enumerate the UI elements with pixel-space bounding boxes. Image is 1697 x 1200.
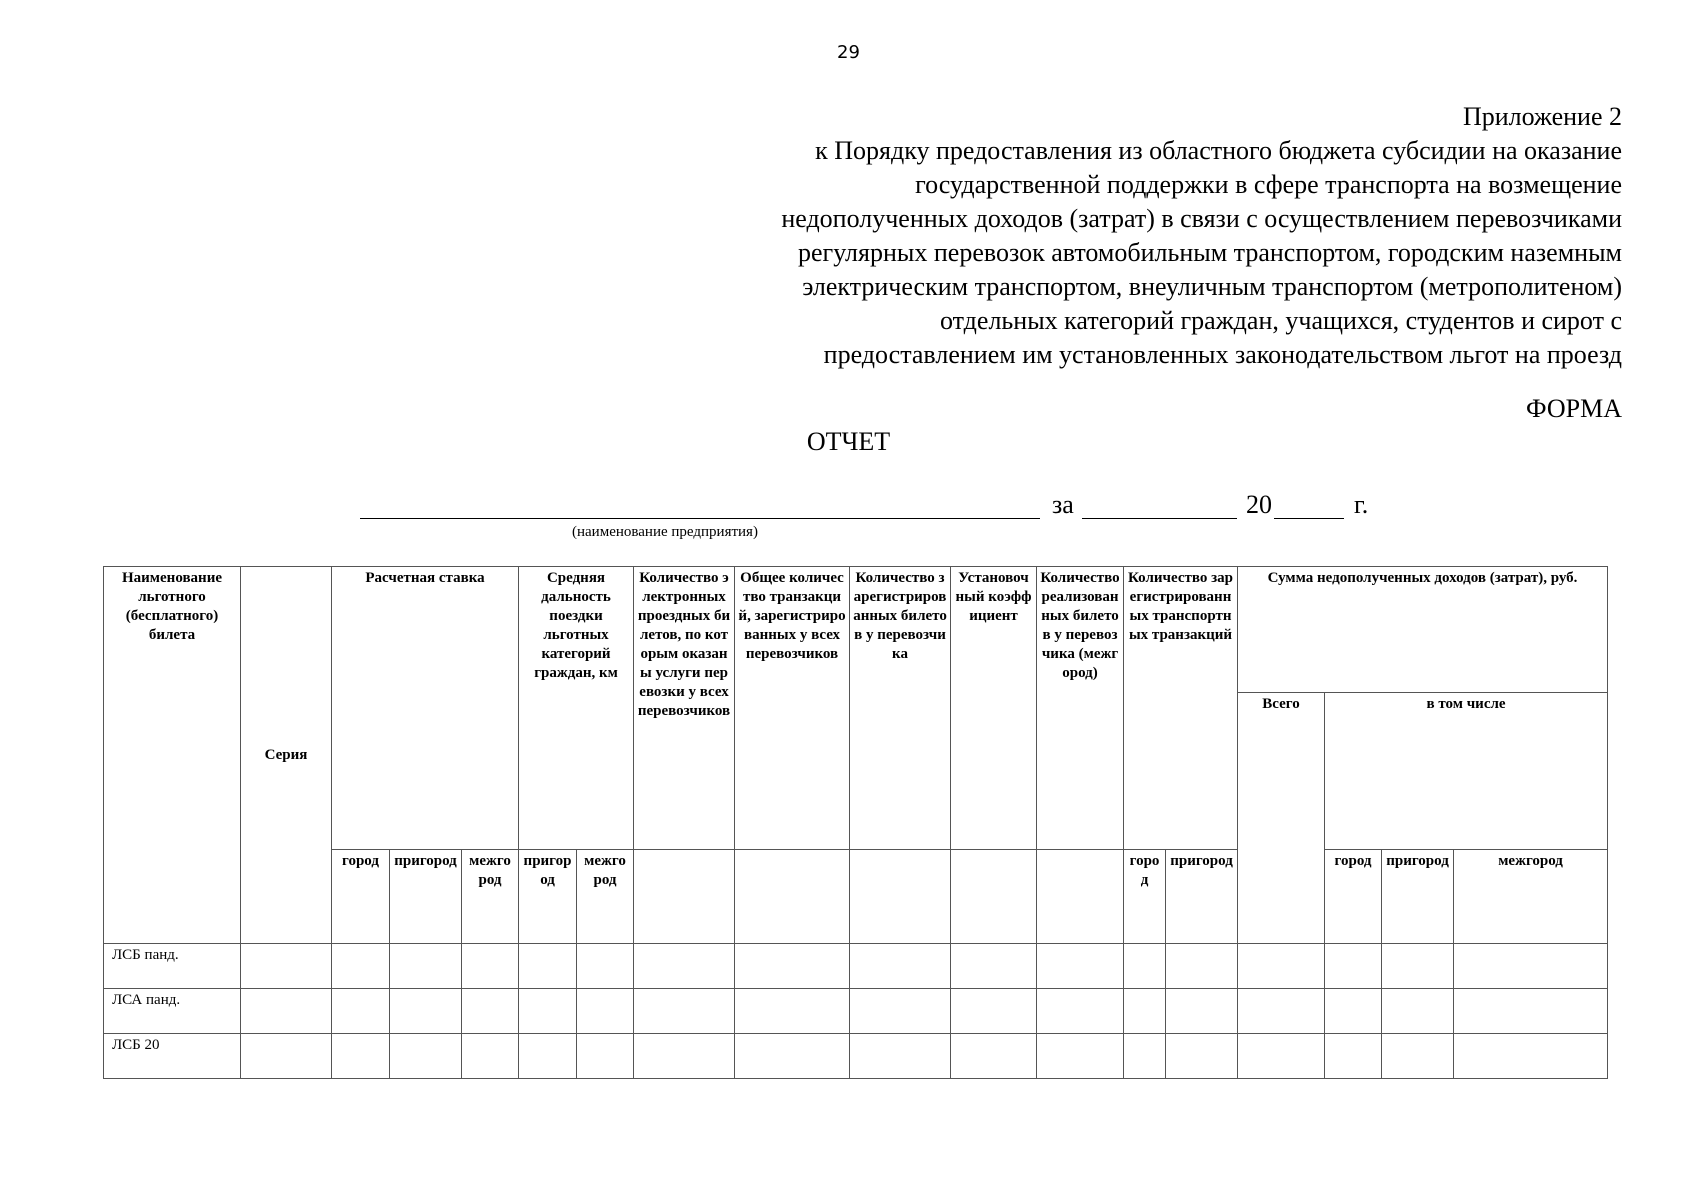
appendix-line: регулярных перевозок автомобильным транспортом, городским наземным [798, 238, 1622, 267]
header-transport-transactions: Количество зарегистрированных транспортных транзакций [1124, 567, 1238, 850]
data-cell[interactable] [332, 944, 390, 989]
data-cell[interactable] [1454, 989, 1608, 1034]
data-cell[interactable] [850, 1034, 951, 1079]
data-cell[interactable] [1238, 944, 1325, 989]
sub-rate-city: город [332, 850, 390, 944]
header-e-tickets: Количество электронных проездных билетов, по которым оказаны услуги перевозки у всех перевозчиков [634, 567, 735, 850]
appendix-line: недополученных доходов (затрат) в связи с осуществлением перевозчиками [781, 204, 1622, 233]
data-cell[interactable] [1238, 1034, 1325, 1079]
empty-cell [735, 850, 850, 944]
data-cell[interactable] [577, 989, 634, 1034]
header-avg-distance: Средняя дальность поездки льготных категорий граждан, км [519, 567, 634, 850]
data-cell[interactable] [1382, 1034, 1454, 1079]
data-cell[interactable] [850, 944, 951, 989]
header-total-transactions: Общее количество транзакций, зарегистрированных у всех перевозчиков [735, 567, 850, 850]
data-cell[interactable] [735, 1034, 850, 1079]
header-lost-income: Сумма недополученных доходов (затрат), руб. [1238, 567, 1608, 693]
appendix-line: предоставлением им установленных законодательством льгот на проезд [823, 340, 1622, 369]
data-cell[interactable] [1166, 989, 1238, 1034]
appendix-header [622, 100, 1622, 372]
sub-distance-suburb: пригород [519, 850, 577, 944]
data-cell[interactable] [951, 989, 1037, 1034]
data-cell[interactable] [519, 1034, 577, 1079]
header-ticket-name: Наименование льготного (бесплатного) билета [104, 567, 241, 944]
data-cell[interactable] [1382, 989, 1454, 1034]
empty-cell [1037, 850, 1124, 944]
data-cell[interactable] [577, 1034, 634, 1079]
sub-rate-intercity: межгород [462, 850, 519, 944]
row-label: ЛСА панд. [104, 989, 241, 1034]
empty-cell [951, 850, 1037, 944]
appendix-line: государственной поддержки в сфере транспорта на возмещение [915, 170, 1622, 199]
sub-income-intercity: межгород [1454, 850, 1608, 944]
table-row [104, 1034, 1608, 1079]
data-cell[interactable] [634, 1034, 735, 1079]
data-cell[interactable] [462, 944, 519, 989]
data-cell[interactable] [241, 944, 332, 989]
appendix-line: к Порядку предоставления из областного бюджета субсидии на оказание [815, 136, 1622, 165]
year-blank[interactable] [1274, 488, 1344, 519]
header-sold-tickets: Количество реализованных билетов у перевозчика (межгород) [1037, 567, 1124, 850]
data-cell[interactable] [951, 1034, 1037, 1079]
header-including: в том числе [1325, 693, 1608, 850]
data-cell[interactable] [462, 1034, 519, 1079]
appendix-line: электрическим транспортом, внеуличным транспортом (метрополитеном) [802, 272, 1622, 301]
sub-transactions-city: город [1124, 850, 1166, 944]
header-registered-tickets: Количество зарегистрированных билетов у перевозчика [850, 567, 951, 850]
data-cell[interactable] [332, 1034, 390, 1079]
table-row [104, 944, 1608, 989]
header-coefficient: Установочный коэффициент [951, 567, 1037, 850]
data-cell[interactable] [1037, 1034, 1124, 1079]
data-cell[interactable] [1325, 1034, 1382, 1079]
page-number: 29 [837, 42, 860, 63]
header-total: Всего [1238, 693, 1325, 944]
row-label: ЛСБ 20 [104, 1034, 241, 1079]
data-cell[interactable] [1037, 944, 1124, 989]
data-cell[interactable] [390, 944, 462, 989]
sub-rate-suburb: пригород [390, 850, 462, 944]
data-cell[interactable] [1166, 944, 1238, 989]
data-cell[interactable] [241, 1034, 332, 1079]
data-cell[interactable] [390, 989, 462, 1034]
sub-income-city: город [1325, 850, 1382, 944]
data-cell[interactable] [1124, 1034, 1166, 1079]
data-cell[interactable] [1166, 1034, 1238, 1079]
enterprise-name-blank[interactable] [360, 488, 1040, 519]
year-suffix: г. [1354, 490, 1369, 519]
appendix-title: Приложение 2 [1462, 102, 1622, 131]
data-cell[interactable] [1325, 944, 1382, 989]
data-cell[interactable] [1124, 989, 1166, 1034]
data-cell[interactable] [332, 989, 390, 1034]
data-cell[interactable] [735, 944, 850, 989]
report-table [103, 566, 1608, 1079]
sub-income-suburb: пригород [1382, 850, 1454, 944]
data-cell[interactable] [390, 1034, 462, 1079]
form-label: ФОРМА [1526, 394, 1622, 423]
report-title: ОТЧЕТ [806, 427, 891, 456]
report-period-line [360, 488, 1380, 524]
data-cell[interactable] [634, 944, 735, 989]
data-cell[interactable] [1454, 944, 1608, 989]
data-cell[interactable] [519, 944, 577, 989]
data-cell[interactable] [1325, 989, 1382, 1034]
data-cell[interactable] [1238, 989, 1325, 1034]
data-cell[interactable] [1037, 989, 1124, 1034]
data-cell[interactable] [951, 944, 1037, 989]
sub-transactions-suburb: пригород [1166, 850, 1238, 944]
za-label: за [1052, 490, 1074, 519]
header-rate: Расчетная ставка [332, 567, 519, 850]
sub-distance-intercity: межгород [577, 850, 634, 944]
data-cell[interactable] [577, 944, 634, 989]
data-cell[interactable] [850, 989, 951, 1034]
row-label: ЛСБ панд. [104, 944, 241, 989]
table-row [104, 989, 1608, 1034]
data-cell[interactable] [1124, 944, 1166, 989]
data-cell[interactable] [241, 989, 332, 1034]
year-prefix: 20 [1246, 490, 1272, 519]
data-cell[interactable] [519, 989, 577, 1034]
header-series: Серия [241, 567, 332, 944]
data-cell[interactable] [1454, 1034, 1608, 1079]
data-cell[interactable] [634, 989, 735, 1034]
empty-cell [850, 850, 951, 944]
empty-cell [634, 850, 735, 944]
appendix-line: отдельных категорий граждан, учащихся, студентов и сирот с [940, 306, 1622, 335]
enterprise-hint: (наименование предприятия) [572, 524, 758, 540]
period-blank[interactable] [1082, 488, 1237, 519]
data-cell[interactable] [462, 989, 519, 1034]
data-cell[interactable] [1382, 944, 1454, 989]
data-cell[interactable] [735, 989, 850, 1034]
